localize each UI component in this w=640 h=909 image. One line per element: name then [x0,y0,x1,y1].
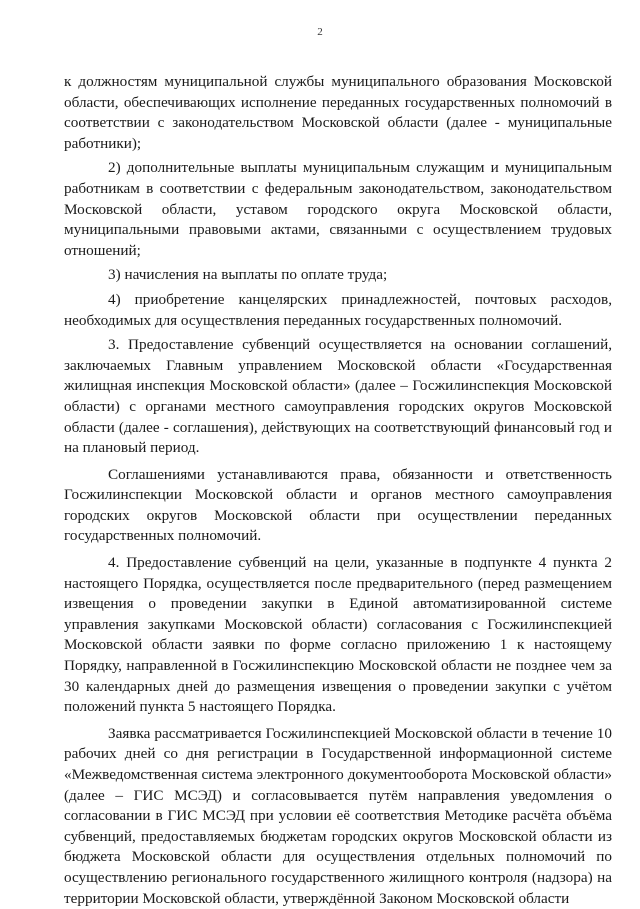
page-number: 2 [317,26,323,38]
paragraph-item-3: 3) начисления на выплаты по оплате труда; [108,266,388,284]
document-body [64,72,612,909]
paragraph-municipal-workers: к должностям муниципальной службы муниципального образования Московской области, обеспечивающих исполнение переданных государственных полномочий в соответствии с законодательством Московской области (далее - муниципальные работники); [64,73,612,152]
paragraph-application-review: Заявка рассматривается Госжилинспекцией Московской области в течение 10 рабочих дней со дня регистрации в Государственной информационной системе «Межведомственная система электронного документооборота Московской области» (далее – ГИС МСЭД) и согласовывается путём направления уведомления о согласовании в ГИС МСЭД при условии её соответствия Методике расчёта объёма субвенций, предоставляемых бюджетам городских округов Московской области из бюджета Московской области для осуществления отдельных полномочий по осуществлению регионального государственного жилищного контроля (надзора) на территории Московской области, утверждённой Законом Московской области [64,724,612,907]
paragraph-agreements: Соглашениями устанавливаются права, обязанности и ответственность Госжилинспекции Московской области и органов местного самоуправления городских округов Московской области при осуществлении переданных государственных полномочий. [64,465,612,545]
paragraph-item-2: 2) дополнительные выплаты муниципальным служащим и муниципальным работникам в соответствии с федеральным законодательством, законодательством Московской области, уставом городского округа Московской области, муниципальными правовыми актами, связанными с осуществлением трудовых отношений; [64,159,612,259]
paragraph-clause-3: 3. Предоставление субвенций осуществляется на основании соглашений, заключаемых Главным управлением Московской области «Государственная жилищная инспекция Московской области» (далее – Госжилинспекция Московской области) с органами местного самоуправления городских округов Московской области (далее - соглашения), действующих на соответствующий финансовый год и на плановый период. [64,336,612,457]
paragraph-item-4: 4) приобретение канцелярских принадлежностей, почтовых расходов, необходимых для осуществления переданных государственных полномочий. [64,290,612,329]
paragraph-clause-4: 4. Предоставление субвенций на цели, указанные в подпункте 4 пункта 2 настоящего Порядка, осуществляется после предварительного (перед размещением извещения о проведении закупки в Единой автоматизированной системе управления закупками Московской области) согласования с Госжилинспекцией Московской области заявки по форме согласно приложению 1 к настоящему Порядку, направленной в Госжилинспекцию Московской области не позднее чем за 30 календарных дней до размещения извещения о проведении закупки с учётом положений пункта 5 настоящего Порядка. [64,554,612,716]
